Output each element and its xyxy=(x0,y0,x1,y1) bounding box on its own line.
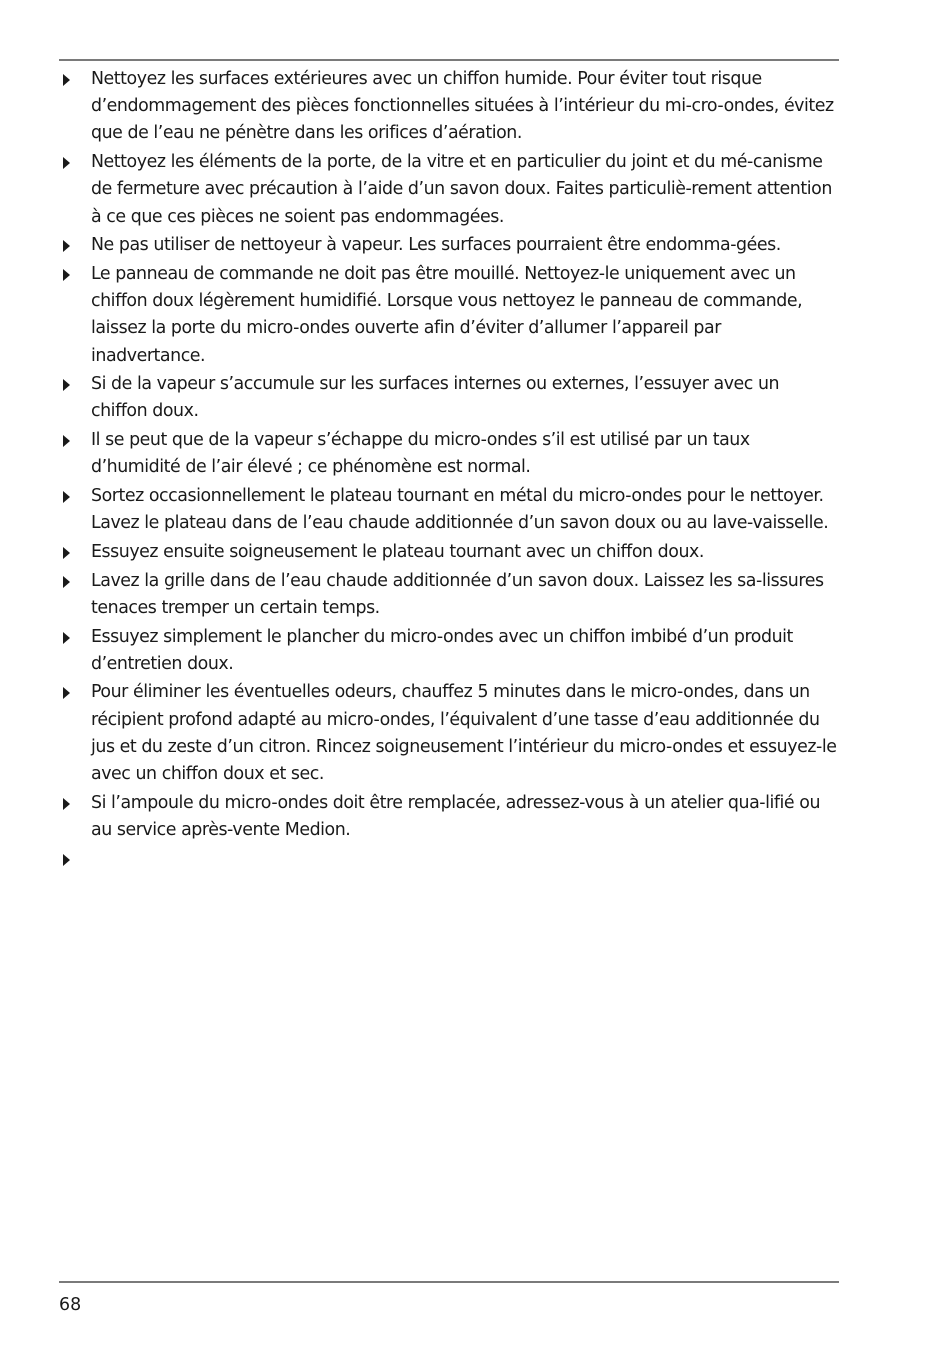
list-item xyxy=(59,427,839,481)
header-rule xyxy=(59,59,839,61)
list-item xyxy=(59,624,839,678)
list-item xyxy=(59,539,839,566)
triangle-right-icon xyxy=(63,240,70,252)
list-item-text: Si de la vapeur s’accumule sur les surfaces internes ou externes, l’essuyer avec un chiffon doux. xyxy=(91,374,780,422)
list-item xyxy=(59,790,839,844)
triangle-right-icon xyxy=(63,798,70,810)
list-item xyxy=(59,261,839,370)
list-item-empty xyxy=(59,846,839,873)
footer-rule xyxy=(59,1281,839,1283)
list-item-text: Il se peut que de la vapeur s’échappe du micro-ondes s’il est utilisé par un taux d’humidité de l’air élevé ; ce phénomène est normal. xyxy=(91,430,750,478)
list-item-text: Le panneau de commande ne doit pas être mouillé. Nettoyez-le uniquement avec un chiffon doux légèrement humidifié. Lorsque vous nettoyez le panneau de commande, laissez la porte du micro-ondes ouverte afin d’éviter d’allumer l’appareil par inadvertance. xyxy=(91,263,803,366)
page-number: 68 xyxy=(59,1295,82,1315)
triangle-right-icon xyxy=(63,687,70,699)
list-item-text: Nettoyez les éléments de la porte, de la vitre et en particulier du joint et du mé-canisme de fermeture avec précaution à l’aide d’un savon doux. Faites particuliè-rement attention à ce que ces pièces ne soient pas endommagées. xyxy=(91,152,832,227)
cleaning-instructions-list xyxy=(59,66,839,874)
list-item xyxy=(59,483,839,537)
list-item-text: Essuyez ensuite soigneusement le plateau tournant avec un chiffon doux. xyxy=(91,541,704,562)
list-item xyxy=(59,149,839,231)
triangle-right-icon xyxy=(63,269,70,281)
triangle-right-icon xyxy=(63,854,70,866)
triangle-right-icon xyxy=(63,632,70,644)
list-item xyxy=(59,232,839,259)
list-item xyxy=(59,371,839,425)
triangle-right-icon xyxy=(63,491,70,503)
list-item-text: Essuyez simplement le plancher du micro-ondes avec un chiffon imbibé d’un produit d’entretien doux. xyxy=(91,626,793,674)
list-item xyxy=(59,66,839,148)
list-item-text xyxy=(91,846,839,873)
triangle-right-icon xyxy=(63,157,70,169)
list-item-text: Pour éliminer les éventuelles odeurs, chauffez 5 minutes dans le micro-ondes, dans un récipient profond adapté au micro-ondes, l’équivalent d’une tasse d’eau additionnée du jus et du zeste d’un citron. Rincez soigneusement l’intérieur du micro-ondes et essuyez-le avec un chiffon doux et sec. xyxy=(91,682,837,785)
list-item-text: Si l’ampoule du micro-ondes doit être remplacée, adressez-vous à un atelier qua-lifié ou au service après-vente Medion. xyxy=(91,792,821,840)
list-item xyxy=(59,679,839,788)
list-item xyxy=(59,568,839,622)
list-item-text: Sortez occasionnellement le plateau tournant en métal du micro-ondes pour le nettoyer. Lavez le plateau dans de l’eau chaude additionnée d’un savon doux ou au lave-vaisselle. xyxy=(91,486,829,534)
list-item-text: Ne pas utiliser de nettoyeur à vapeur. Les surfaces pourraient être endomma-gées. xyxy=(91,235,781,256)
triangle-right-icon xyxy=(63,547,70,559)
list-item-text: Nettoyez les surfaces extérieures avec un chiffon humide. Pour éviter tout risque d’endommagement des pièces fonctionnelles situées à l’intérieur du mi-cro-ondes, évitez que de l’eau ne pénètre dans les orifices d’aération. xyxy=(91,69,834,144)
list-item-text: Lavez la grille dans de l’eau chaude additionnée d’un savon doux. Laissez les sa-lissures tenaces tremper un certain temps. xyxy=(91,570,824,618)
triangle-right-icon xyxy=(63,74,70,86)
triangle-right-icon xyxy=(63,379,70,391)
triangle-right-icon xyxy=(63,435,70,447)
triangle-right-icon xyxy=(63,576,70,588)
